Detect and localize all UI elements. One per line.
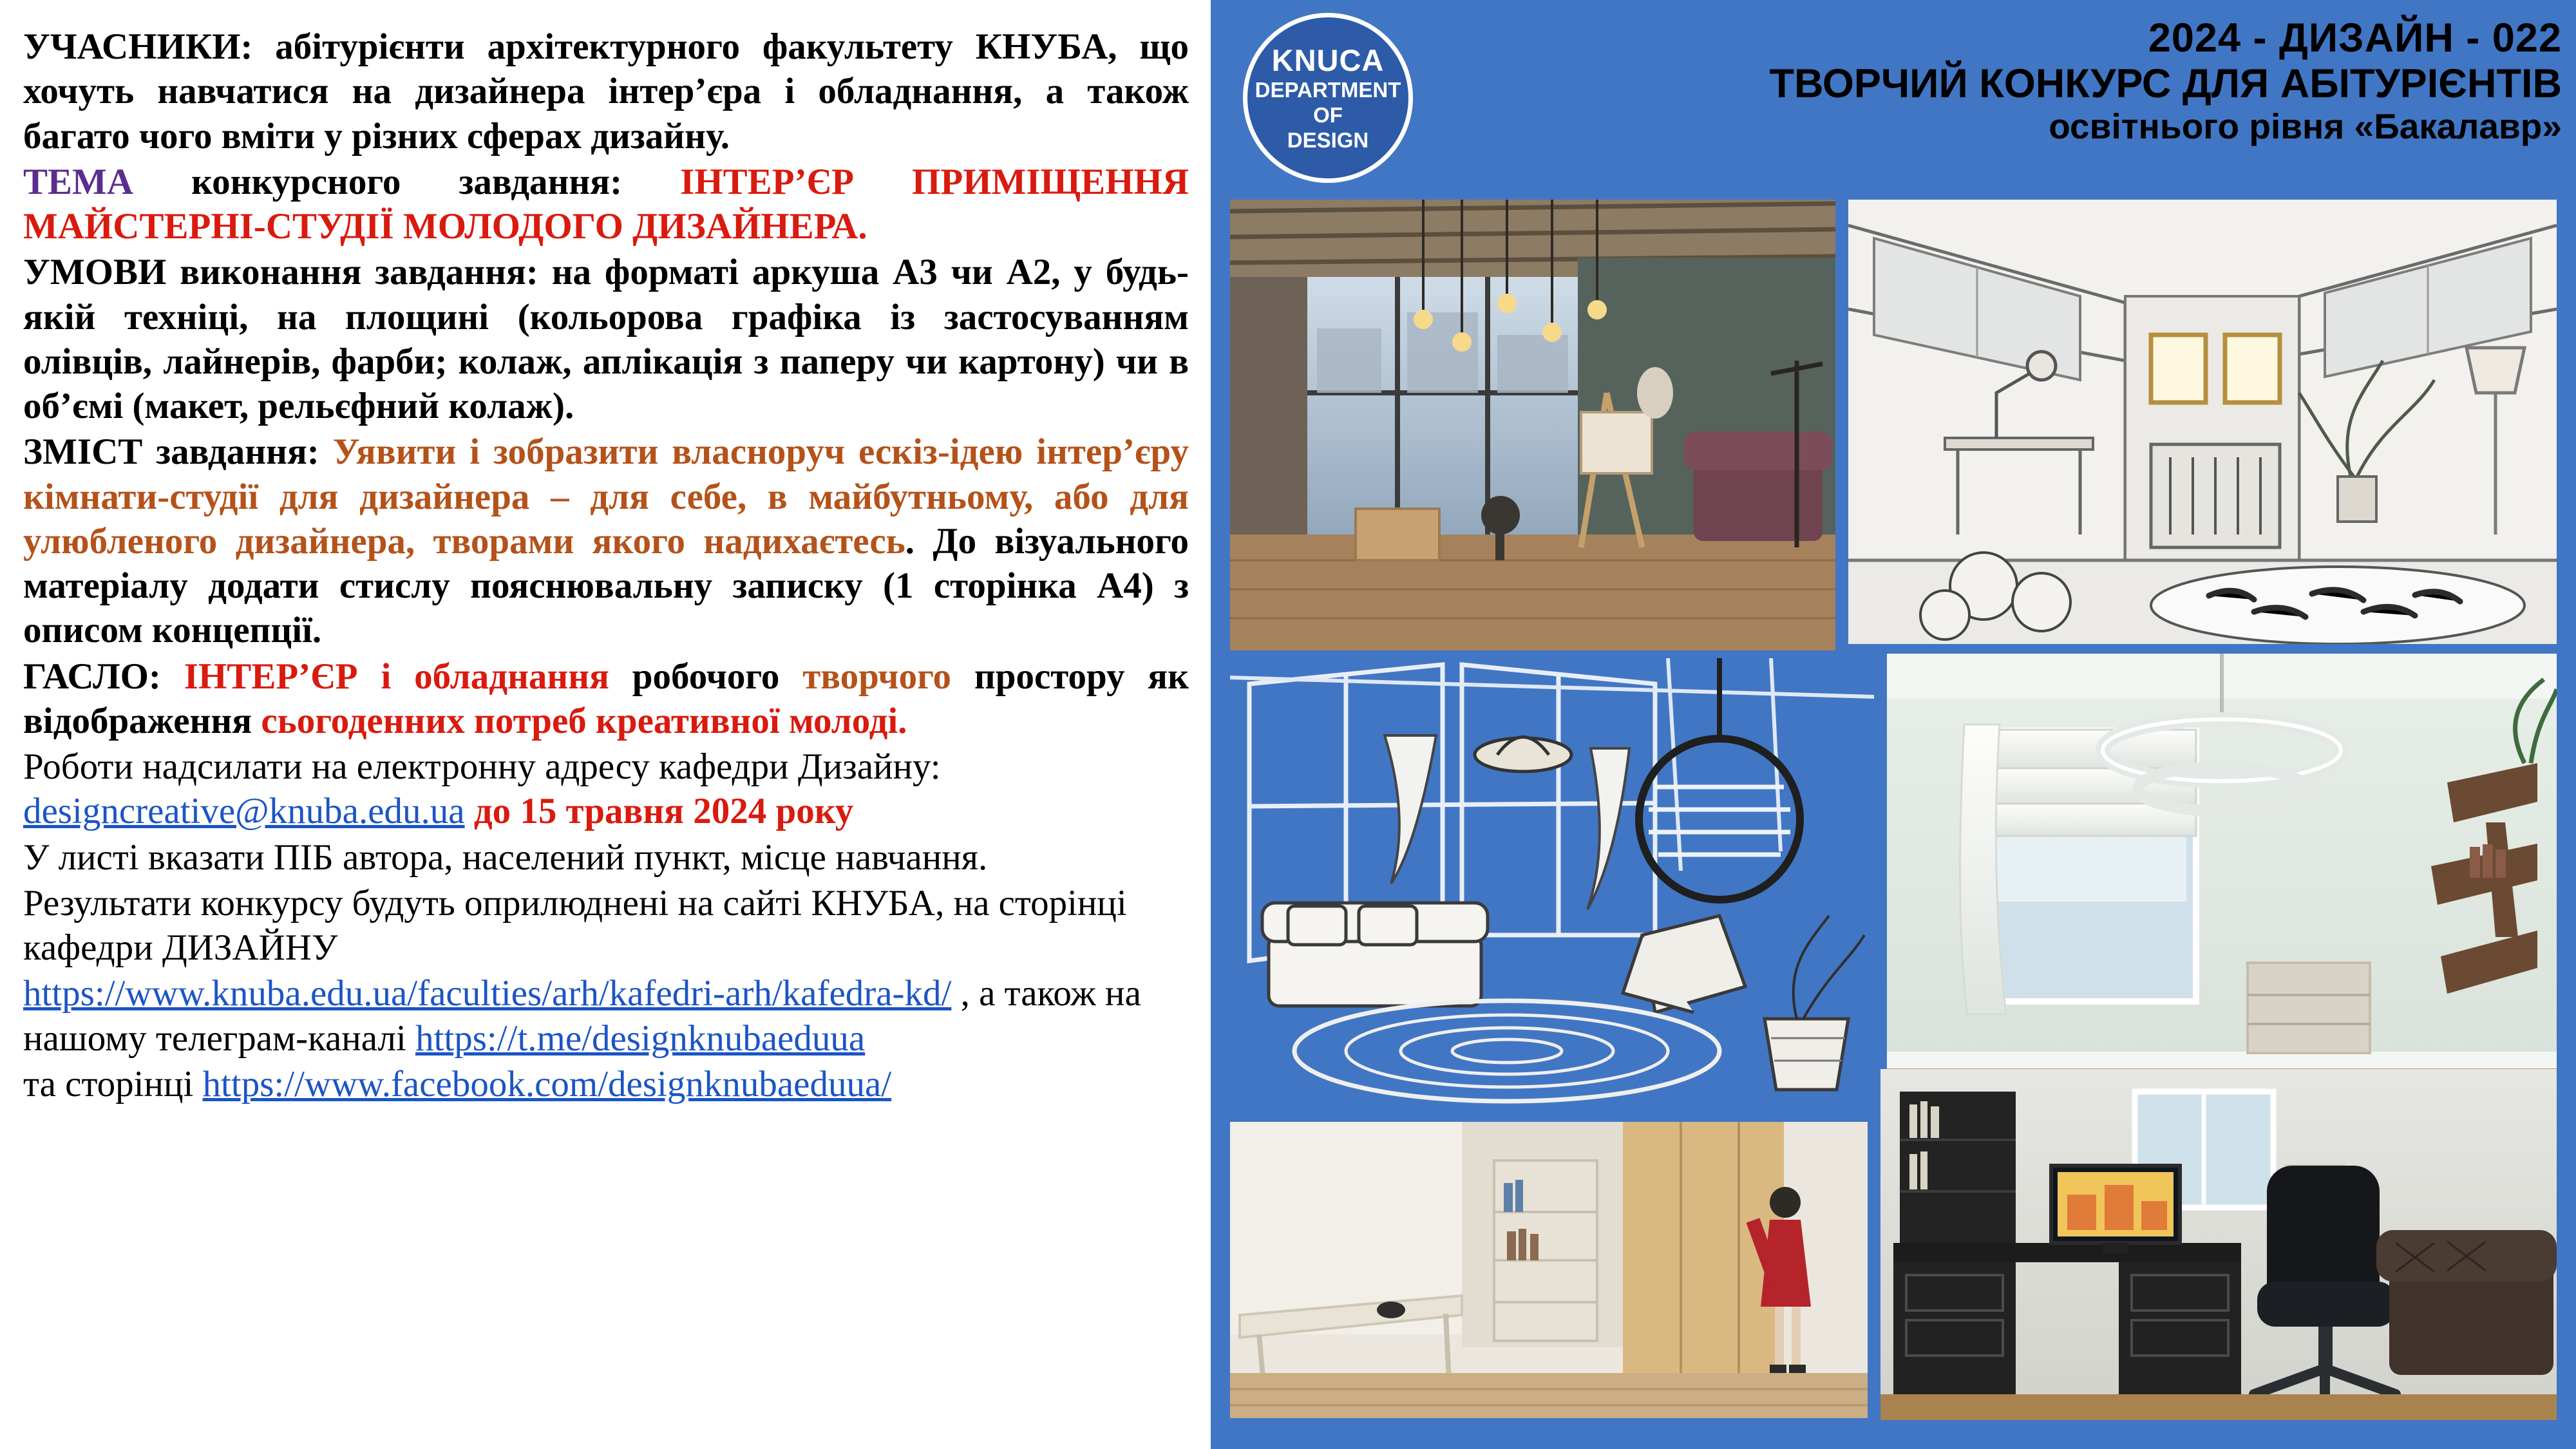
contest-code: 2024 - ДИЗАЙН - 022 bbox=[2148, 15, 2562, 61]
text-theme-accent: ІНТЕР’ЄР ПРИМІЩЕННЯ МАЙСТЕРНІ-СТУДІЇ МОЛОДОГО ДИЗАЙНЕРА. bbox=[23, 161, 1189, 247]
paragraph-facebook bbox=[23, 1062, 1189, 1106]
label-theme: ТЕМА bbox=[23, 161, 133, 202]
department-site-link[interactable]: https://www.knuba.edu.ua/faculties/arh/kafedri-arh/kafedra-kd/ bbox=[23, 973, 952, 1014]
text-content-accent: Уявити і зобразити власноруч ескіз-ідею інтер’єру кімнати-студії для дизайнера – для себе, в майбутньому, або для улюбленого дизайнера, творами якого надихаєтесь bbox=[23, 431, 1189, 562]
text-submission: Роботи надсилати на електронну адресу кафедри Дизайну: bbox=[23, 746, 941, 787]
text-slogan-accent-3: сьогоденних потреб креативної молоді. bbox=[261, 700, 907, 741]
photo-small-studio bbox=[1230, 1122, 1868, 1418]
facebook-link[interactable]: https://www.facebook.com/designknubaeduua/ bbox=[202, 1063, 892, 1104]
announcement-text-column bbox=[0, 0, 1211, 1449]
paragraph-letter-info: У листі вказати ПІБ автора, населений пункт, місце навчання. bbox=[23, 837, 988, 878]
label-content: ЗМІСТ bbox=[23, 431, 143, 473]
paragraph-submission bbox=[23, 744, 1189, 834]
text-theme-mid: конкурсного завдання: bbox=[133, 161, 681, 202]
text-facebook-pre: та сторінці bbox=[23, 1063, 203, 1104]
label-participants: УЧАСНИКИ: bbox=[23, 26, 253, 67]
text-slogan-mid-1: робочого bbox=[609, 656, 803, 697]
text-slogan-mid-2: простору як відображення bbox=[23, 656, 1189, 741]
label-slogan: ГАСЛО: bbox=[23, 656, 161, 697]
email-link[interactable]: designcreative@knuba.edu.ua bbox=[23, 791, 465, 832]
paragraph-links bbox=[23, 971, 1189, 1061]
text-deadline: до 15 травня 2024 року bbox=[464, 791, 854, 832]
text-content-tail: . До візуального матеріалу додати стислу пояснювальну записку (1 сторінка А4) з описом концепції. bbox=[23, 520, 1189, 651]
paragraph-content bbox=[23, 430, 1189, 652]
sketch-blue-terrace-room bbox=[1230, 658, 1874, 1109]
poster-header bbox=[1220, 6, 2567, 200]
text-content-mid: завдання: bbox=[142, 431, 333, 473]
photo-loft-studio bbox=[1230, 200, 1835, 650]
sketch-attic-interior bbox=[1848, 200, 2557, 644]
paragraph-results: Результати конкурсу будуть оприлюднені на сайті КНУБА, на сторінці кафедри ДИЗАЙНУ bbox=[23, 882, 1127, 968]
photo-mosaic bbox=[1220, 200, 2567, 1423]
logo-line-of: OF bbox=[1313, 103, 1343, 128]
gallery-panel bbox=[1211, 0, 2576, 1449]
logo-line-design: DESIGN bbox=[1287, 128, 1369, 153]
text-links-mid: , а також на нашому телеграм-каналі bbox=[23, 973, 1141, 1059]
paragraph-slogan bbox=[23, 654, 1189, 744]
paragraph-participants bbox=[23, 24, 1189, 158]
degree-subtitle: освітнього рівня «Бакалавр» bbox=[2049, 106, 2562, 147]
page-title: ТВОРЧИЙ КОНКУРС ДЛЯ АБІТУРІЄНТІВ bbox=[1769, 61, 2562, 106]
header-titles bbox=[1769, 15, 2562, 147]
logo-line-knuca: KNUCA bbox=[1271, 43, 1385, 77]
text-participants: абітурієнти архітектурного факультету КНУБА, що хочуть навчатися на дизайнера інтер’єра і обладнання, а також багато чого вміти у різних сферах дизайну. bbox=[23, 26, 1189, 156]
text-slogan-accent-2: творчого bbox=[802, 656, 952, 697]
telegram-link[interactable]: https://t.me/designknubaeduua bbox=[415, 1018, 866, 1059]
text-conditions: виконання завдання: на форматі аркуша А3 чи А2, у будь-якій техніці, на площині (кольорова графіка із застосуванням олівців, лайнерів, фарби; колаж, аплікація з паперу чи картону) чи в об’ємі (макет, рельєфний колаж). bbox=[23, 252, 1189, 426]
photo-home-office bbox=[1880, 1069, 2557, 1420]
paragraph-theme bbox=[23, 160, 1189, 249]
logo-line-department: DEPARTMENT bbox=[1255, 78, 1401, 102]
label-conditions: УМОВИ bbox=[23, 252, 167, 293]
text-slogan-accent-1: ІНТЕР’ЄР і обладнання bbox=[160, 656, 609, 697]
paragraph-conditions bbox=[23, 250, 1189, 428]
knuca-department-logo bbox=[1243, 13, 1413, 183]
